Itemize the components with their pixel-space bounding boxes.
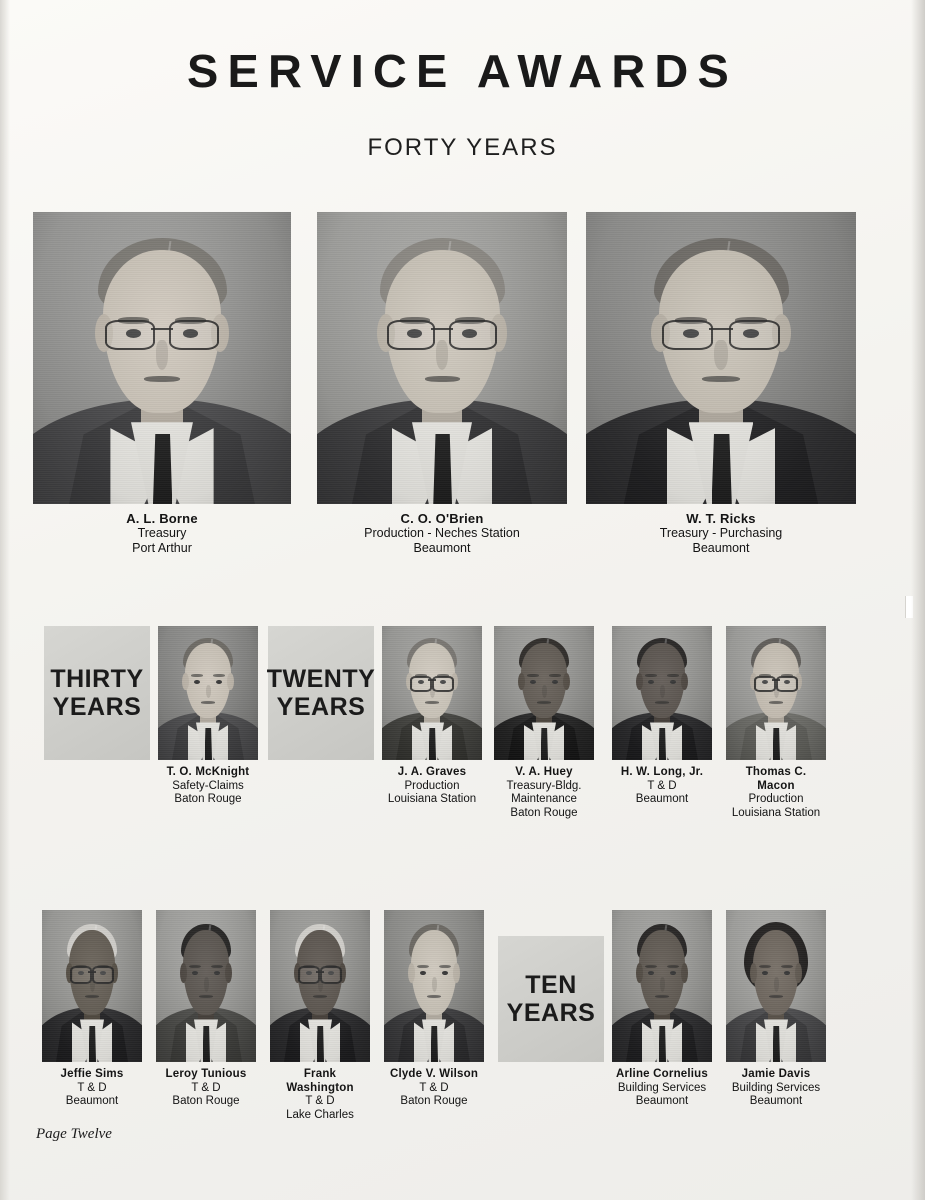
portrait-caption	[612, 1068, 712, 1109]
portrait-caption	[156, 1068, 256, 1109]
person-detail-1: Safety-Claims	[172, 779, 244, 792]
person-detail-1: Treasury	[137, 526, 187, 541]
tile-line-2: YEARS	[276, 693, 366, 721]
person-name: Thomas C. Macon	[745, 766, 807, 792]
person-name: T. O. McKnight	[166, 766, 250, 778]
award-entry-ten-1	[42, 910, 142, 1109]
person-name: Arline Cornelius	[615, 1068, 709, 1080]
portrait-caption	[726, 1068, 826, 1109]
portrait-photo	[270, 910, 370, 1062]
person-detail-1: Production - Neches Station	[364, 526, 520, 541]
person-detail-1: Building Services	[731, 1081, 821, 1094]
person-detail-2: Beaumont	[692, 541, 750, 556]
portrait-caption	[612, 766, 712, 807]
person-detail-2: Beaumont	[635, 1095, 689, 1108]
award-entry-forty-1	[33, 212, 291, 556]
portrait-photo	[33, 212, 291, 504]
award-entry-ten-4	[384, 910, 484, 1109]
portrait-caption	[270, 1068, 370, 1122]
portrait-photo	[612, 626, 712, 760]
scan-edge-mark	[905, 596, 913, 618]
page-title: SERVICE AWARDS	[187, 45, 738, 97]
person-name: Leroy Tunious	[165, 1068, 247, 1080]
person-detail-2: Baton Rouge	[172, 1095, 240, 1108]
award-entry-twenty-1	[382, 626, 482, 807]
person-detail-2: Maintenance	[511, 793, 577, 806]
portrait-caption	[382, 766, 482, 807]
portrait-photo	[382, 626, 482, 760]
portrait-photo	[384, 910, 484, 1062]
section-tile-ten-years	[498, 936, 604, 1062]
award-entry-twenty-2	[494, 626, 594, 820]
person-detail-1: Production	[748, 793, 804, 806]
person-detail-2: Louisiana Station	[387, 793, 477, 806]
person-detail-2: Lake Charles	[286, 1108, 354, 1121]
section-heading-forty-years: FORTY YEARS	[367, 134, 558, 161]
award-entry-forty-2	[317, 212, 567, 556]
tile-line-1: TWENTY	[266, 665, 376, 693]
person-detail-1: Treasury-Bldg.	[506, 779, 582, 792]
person-detail-1: Building Services	[617, 1081, 707, 1094]
portrait-photo	[158, 626, 258, 760]
section-tile-twenty-years	[268, 626, 374, 760]
portrait-photo	[586, 212, 856, 504]
portrait-caption	[586, 511, 856, 556]
person-detail-1: Treasury - Purchasing	[659, 526, 783, 541]
award-entry-ten-6	[726, 910, 826, 1109]
award-entry-ten-3	[270, 910, 370, 1122]
award-entry-ten-2	[156, 910, 256, 1109]
person-detail-2: Baton Rouge	[400, 1095, 468, 1108]
tile-line-1: TEN	[525, 971, 577, 999]
award-entry-ten-5	[612, 910, 712, 1109]
person-name: C. O. O'Brien	[400, 511, 484, 526]
page-number: Page Twelve	[36, 1126, 112, 1142]
portrait-photo	[726, 910, 826, 1062]
portrait-photo	[726, 626, 826, 760]
person-detail-3: Baton Rouge	[510, 806, 578, 819]
portrait-caption	[317, 511, 567, 556]
person-detail-2: Baton Rouge	[174, 793, 242, 806]
person-detail-2: Louisiana Station	[731, 806, 821, 819]
person-detail-2: Beaumont	[65, 1095, 119, 1108]
award-entry-twenty-3	[612, 626, 712, 807]
portrait-photo	[42, 910, 142, 1062]
portrait-caption	[33, 511, 291, 556]
person-detail-1: T & D	[305, 1095, 335, 1108]
person-name: Clyde V. Wilson	[389, 1068, 479, 1080]
tile-line-2: YEARS	[506, 999, 596, 1027]
person-name: H. W. Long, Jr.	[620, 766, 704, 778]
person-detail-1: T & D	[647, 779, 677, 792]
person-name: W. T. Ricks	[686, 511, 756, 526]
portrait-photo	[317, 212, 567, 504]
portrait-photo	[612, 910, 712, 1062]
person-name: A. L. Borne	[126, 511, 198, 526]
portrait-caption	[726, 766, 826, 820]
portrait-caption	[42, 1068, 142, 1109]
portrait-caption	[494, 766, 594, 820]
person-name: J. A. Graves	[397, 766, 467, 778]
person-name: Frank Washington	[286, 1068, 354, 1094]
person-detail-2: Beaumont	[413, 541, 471, 556]
tile-line-1: THIRTY	[50, 665, 144, 693]
person-name: Jamie Davis	[741, 1068, 811, 1080]
tile-line-2: YEARS	[52, 693, 142, 721]
award-entry-thirty-1	[158, 626, 258, 807]
award-entry-twenty-4	[726, 626, 826, 820]
portrait-caption	[384, 1068, 484, 1109]
portrait-caption	[158, 766, 258, 807]
person-detail-1: Production	[404, 779, 460, 792]
person-detail-1: T & D	[77, 1081, 107, 1094]
person-detail-1: T & D	[191, 1081, 221, 1094]
portrait-photo	[156, 910, 256, 1062]
award-entry-forty-3	[586, 212, 856, 556]
person-name: V. A. Huey	[515, 766, 573, 778]
person-detail-2: Port Arthur	[132, 541, 192, 556]
person-detail-2: Beaumont	[749, 1095, 803, 1108]
section-tile-thirty-years	[44, 626, 150, 760]
person-name: Jeffie Sims	[60, 1068, 124, 1080]
person-detail-2: Beaumont	[635, 793, 689, 806]
person-detail-1: T & D	[419, 1081, 449, 1094]
portrait-photo	[494, 626, 594, 760]
